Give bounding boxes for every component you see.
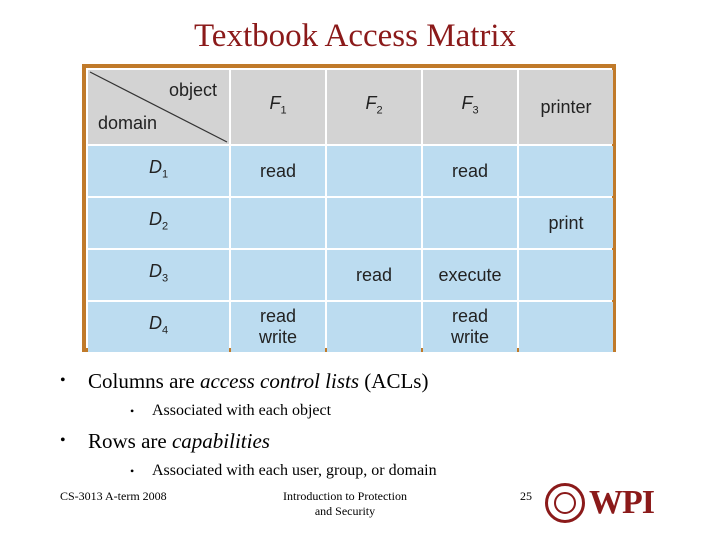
course-label: CS-3013 A-term 2008 (60, 489, 167, 503)
bullet-icon: • (60, 372, 66, 389)
sub-bullet-icon: • (130, 403, 135, 418)
bullet-item (60, 366, 680, 396)
matrix-row (88, 302, 613, 352)
matrix-header-row (88, 70, 613, 144)
sub-bullet-item (130, 456, 680, 486)
sub-bullet-text: Associated with each object (152, 402, 332, 419)
bullet-text (88, 429, 270, 454)
matrix-row (88, 146, 613, 196)
bullet-emphasis: capabilities (171, 428, 270, 453)
row-header-label: D (148, 208, 162, 229)
matrix-cell (423, 250, 517, 300)
object-axis-label: object (168, 80, 217, 100)
matrix-corner-cell (88, 70, 229, 144)
matrix-cell (423, 146, 517, 196)
row-header-subscript: 2 (161, 220, 169, 233)
matrix-cell (231, 146, 325, 196)
column-header-subscript: 2 (376, 104, 383, 117)
access-right: execute (438, 264, 502, 285)
row-header-label: D (148, 312, 162, 333)
bullet-item (60, 426, 680, 456)
column-header-subscript: 1 (280, 104, 287, 117)
row-header-subscript: 1 (161, 168, 169, 181)
matrix-cell (231, 250, 325, 300)
lecture-title-line-2: and Security (314, 504, 376, 518)
access-right: read (355, 264, 393, 285)
column-header-subscript: 3 (472, 104, 479, 117)
matrix-cell (519, 198, 613, 248)
access-right: read (451, 306, 489, 326)
sub-bullet-item (130, 396, 680, 426)
matrix-cell (231, 198, 325, 248)
access-right: write (450, 327, 489, 347)
row-header-domain (88, 198, 229, 248)
column-header-4 (519, 70, 613, 144)
matrix-cell (327, 198, 421, 248)
wpi-logo-text: WPI (589, 484, 654, 521)
matrix-row (88, 250, 613, 300)
access-right: read (451, 160, 489, 181)
bullet-icon: • (60, 432, 66, 449)
matrix-cell (519, 146, 613, 196)
column-header-label: F (365, 92, 377, 113)
row-header-domain (88, 250, 229, 300)
access-right: print (548, 212, 584, 233)
matrix-cell (231, 302, 325, 352)
column-header-3 (423, 70, 517, 144)
matrix-cell (423, 302, 517, 352)
bullet-emphasis: access control lists (199, 368, 360, 393)
bullet-list (60, 366, 680, 486)
column-header-2 (327, 70, 421, 144)
column-header-label: F (269, 92, 281, 113)
row-header-subscript: 3 (161, 272, 169, 285)
row-header-subscript: 4 (161, 324, 169, 337)
column-header-1 (231, 70, 325, 144)
access-right: write (258, 327, 297, 347)
column-header-label: printer (540, 96, 592, 117)
bullet-text (88, 369, 428, 394)
bullet-prefix: Rows are (88, 428, 172, 453)
slide-title: Textbook Access Matrix (193, 18, 517, 54)
access-right: read (259, 306, 297, 326)
domain-axis-label: domain (98, 113, 158, 133)
row-header-domain (88, 146, 229, 196)
sub-bullet-text: Associated with each user, group, or domain (152, 462, 437, 479)
sub-bullet-icon: • (130, 463, 135, 478)
row-header-label: D (148, 156, 162, 177)
access-matrix (86, 68, 615, 354)
matrix-cell (327, 250, 421, 300)
matrix-cell (327, 146, 421, 196)
wpi-logo (545, 483, 654, 527)
matrix-row (88, 198, 613, 248)
row-header-domain (88, 302, 229, 352)
wpi-seal-icon (545, 483, 585, 523)
bullet-prefix: Columns are (88, 368, 200, 393)
matrix-cell (423, 198, 517, 248)
matrix-cell (327, 302, 421, 352)
lecture-title-line-1: Introduction to Protection (283, 489, 407, 503)
access-right: read (259, 160, 297, 181)
lecture-title (270, 489, 420, 519)
access-matrix-frame (82, 64, 616, 352)
bullet-suffix: (ACLs) (359, 368, 429, 393)
row-header-label: D (148, 260, 162, 281)
column-header-label: F (461, 92, 473, 113)
matrix-cell (519, 302, 613, 352)
matrix-cell (519, 250, 613, 300)
page-number: 25 (520, 489, 532, 503)
